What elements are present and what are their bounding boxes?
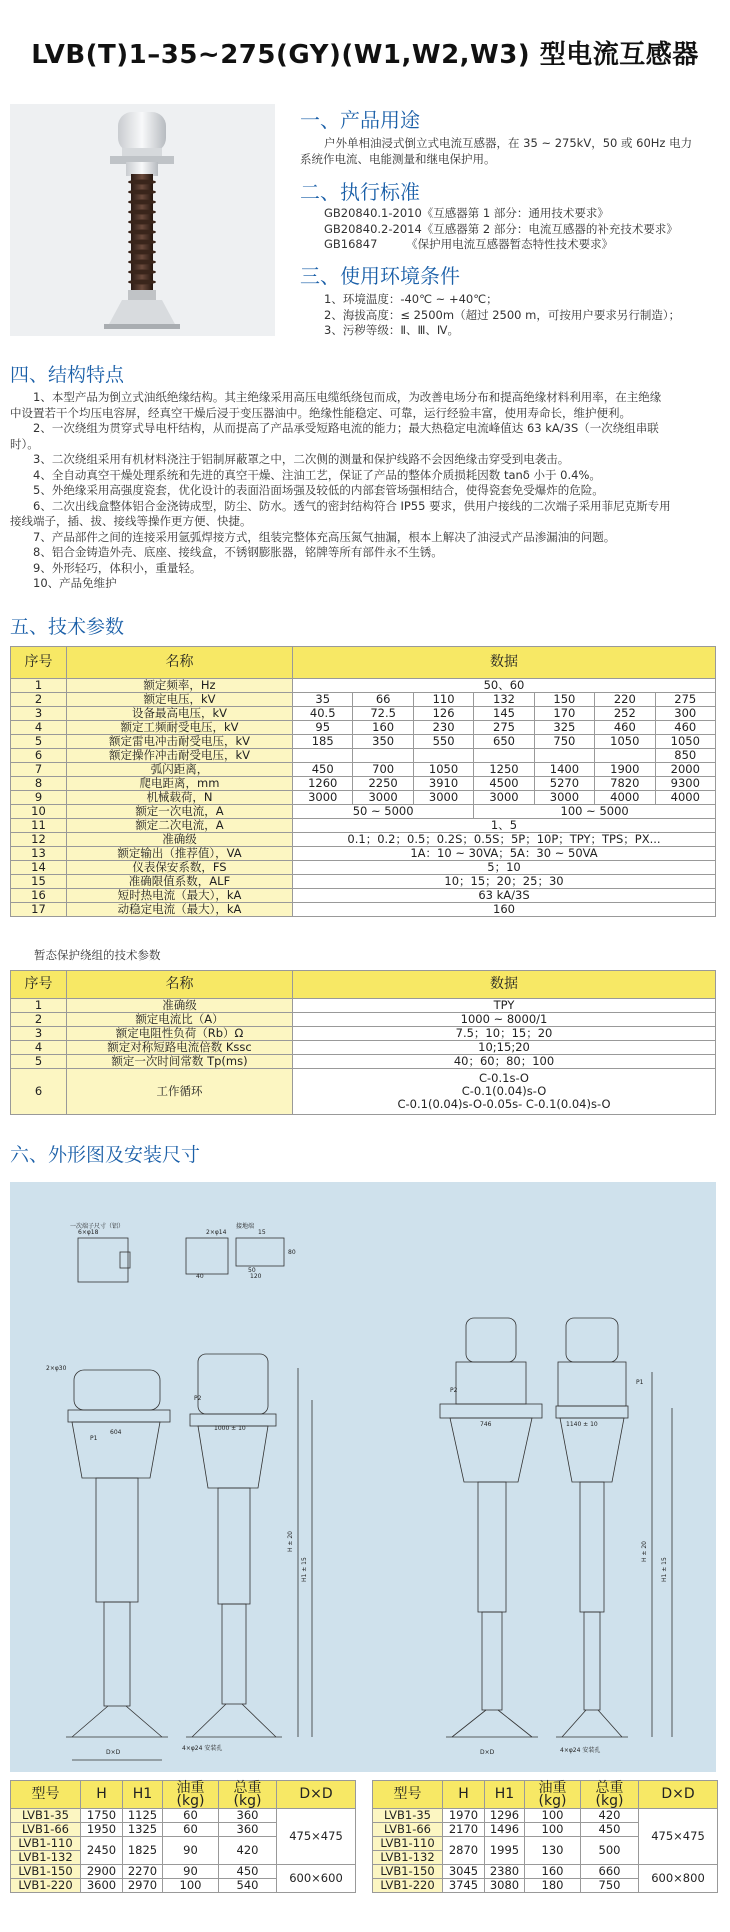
drawing-label: 40 — [196, 1273, 204, 1280]
table-cell: 460 — [655, 721, 715, 735]
table-row — [11, 749, 716, 763]
table-cell: 3000 — [534, 791, 594, 805]
table-cell: 2270 — [123, 1865, 163, 1879]
table-cell: 66 — [353, 693, 413, 707]
table-cell: 设备最高电压，kV — [67, 707, 293, 721]
drawing-label: P1 — [636, 1379, 644, 1386]
structure-line: 5、外绝缘采用高强度瓷套，优化设计的表面沿面场强及较低的内部套管场强相结合，使得瓷套免受爆炸的危险。 — [10, 483, 604, 497]
table-cell: 弧闪距离， — [67, 763, 293, 777]
table-cell: 8 — [11, 777, 67, 791]
table-cell: 40.5 — [293, 707, 353, 721]
table-cell: 2380 — [485, 1865, 525, 1879]
table-cell: 220 — [595, 693, 655, 707]
dimension-table-left — [10, 1780, 356, 1893]
table-cell: 300 — [655, 707, 715, 721]
table-row — [11, 721, 716, 735]
section-heading-drawings: 六、外形图及安装尺寸 — [10, 1144, 201, 1166]
table-cell: 额定操作冲击耐受电压，kV — [67, 749, 293, 763]
cycle-line: C-0.1(0.04)s-O — [461, 1084, 547, 1098]
drawing-label: 2×φ14 — [206, 1229, 227, 1236]
table-cell: 475×475 — [639, 1809, 718, 1865]
table-row — [11, 1055, 716, 1069]
col-header-name: 名称 — [67, 971, 293, 999]
table-cell: 准确级 — [67, 833, 293, 847]
table-cell: LVB1-66 — [11, 1823, 81, 1837]
table-cell: 额定二次电流，A — [67, 819, 293, 833]
section-heading-structure: 四、结构特点 — [10, 364, 125, 386]
drawing-label: 6×φ18 — [78, 1229, 99, 1236]
table-cell: 短时热电流（最大），kA — [67, 889, 293, 903]
table-header-row — [11, 971, 716, 999]
table-cell: 660 — [581, 1865, 639, 1879]
table-cell: 540 — [219, 1879, 277, 1893]
table-cell: 40；60；80；100 — [293, 1055, 716, 1069]
table-cell: H — [81, 1781, 123, 1809]
table-row — [11, 889, 716, 903]
table-header-row — [373, 1781, 718, 1809]
table-row — [11, 763, 716, 777]
table-cell: 额定一次电流，A — [67, 805, 293, 819]
table-cell: 1325 — [123, 1823, 163, 1837]
table-cell: 准确限值系数，ALF — [67, 875, 293, 889]
product-photo — [10, 104, 275, 336]
table-cell: 3745 — [443, 1879, 485, 1893]
table-cell: H1 — [123, 1781, 163, 1809]
table-cell: 110 — [413, 693, 473, 707]
table-cell: 1950 — [81, 1823, 123, 1837]
table-cell: 72.5 — [353, 707, 413, 721]
col-header-data: 数据 — [293, 971, 716, 999]
table-cell: 额定工频耐受电压，kV — [67, 721, 293, 735]
drawing-label: 4×φ24 安装孔 — [560, 1747, 601, 1754]
table-cell: 850 — [655, 749, 715, 763]
table-cell: 1、5 — [293, 819, 716, 833]
table-row — [11, 833, 716, 847]
usage-text — [300, 136, 720, 167]
drawing-label: 4×φ24 安装孔 — [182, 1745, 223, 1752]
table-cell: 750 — [534, 735, 594, 749]
drawing-label: H1 ± 15 — [301, 1557, 308, 1582]
table-cell: 1A：10 ~ 30VA；5A：30 ~ 50VA — [293, 847, 716, 861]
table-cell: 180 — [525, 1879, 581, 1893]
section-heading-environment: 三、使用环境条件 — [300, 264, 460, 288]
table-cell: 1825 — [123, 1837, 163, 1865]
environment-list — [324, 292, 724, 339]
table-cell: 2870 — [443, 1837, 485, 1865]
table-row — [11, 847, 716, 861]
table-cell: LVB1-66 — [373, 1823, 443, 1837]
table-cell: 2450 — [81, 1837, 123, 1865]
table-row — [11, 1013, 716, 1027]
table-cell: 1000 ~ 8000/1 — [293, 1013, 716, 1027]
table-cell: 1296 — [485, 1809, 525, 1823]
drawing-label: H ± 20 — [287, 1531, 294, 1552]
table-cell: 17 — [11, 903, 67, 917]
table-cell: 额定输出（推荐值），VA — [67, 847, 293, 861]
standard-item: GB16847 《保护用电流互感器暂态特性技术要求》 — [324, 237, 614, 251]
env-item: 3、污秽等级：Ⅱ、Ⅲ、Ⅳ。 — [324, 323, 460, 337]
table-cell: LVB1-110 — [11, 1837, 81, 1851]
col-header-data: 数据 — [293, 647, 716, 679]
table-cell: 160 — [525, 1865, 581, 1879]
table-cell: 350 — [353, 735, 413, 749]
transient-table-caption: 暂态保护绕组的技术参数 — [34, 948, 161, 962]
drawing-label: D×D — [106, 1749, 121, 1756]
table-cell: 3000 — [474, 791, 534, 805]
table-row — [11, 861, 716, 875]
drawing-label: 80 — [288, 1249, 296, 1256]
table-row — [11, 1027, 716, 1041]
table-cell: 600×800 — [639, 1865, 718, 1893]
drawing-label: H1 ± 15 — [661, 1557, 668, 1582]
table-cell: 6 — [11, 749, 67, 763]
drawing-label: 50 — [248, 1267, 256, 1274]
structure-line: 2、一次绕组为贯穿式导电杆结构，从而提高了产品承受短路电流的能力；最大热稳定电流峰值达 63 kA/3S（一次绕组串联 — [10, 421, 659, 435]
col-header-no: 序号 — [11, 647, 67, 679]
table-cell: 100 — [525, 1809, 581, 1823]
table-cell: 3910 — [413, 777, 473, 791]
usage-line: 户外单相油浸式倒立式电流互感器，在 35 ~ 275kV，50 或 60Hz 电力 — [324, 136, 693, 150]
table-row — [11, 805, 716, 819]
table-cell: 油重 (kg) — [163, 1781, 219, 1809]
drawing-label: H ± 20 — [641, 1541, 648, 1562]
table-cell: 型号 — [373, 1781, 443, 1809]
table-cell: 1 — [11, 999, 67, 1013]
table-cell: 7 — [11, 763, 67, 777]
table-cell: 275 — [655, 693, 715, 707]
table-cell: 475×475 — [277, 1809, 356, 1865]
table-cell: 0.1；0.2；0.5；0.2S；0.5S；5P；10P；TPY；TPS；PX... — [293, 833, 716, 847]
standards-list — [324, 206, 724, 253]
table-cell: 1050 — [413, 763, 473, 777]
table-cell: 60 — [163, 1809, 219, 1823]
table-cell: D×D — [639, 1781, 718, 1809]
table-cell: 252 — [595, 707, 655, 721]
table-cell: 额定雷电冲击耐受电压，kV — [67, 735, 293, 749]
drawing-label: D×D — [480, 1749, 495, 1756]
table-cell: 9 — [11, 791, 67, 805]
structure-line: 9、外形轻巧，体积小，重量轻。 — [10, 560, 202, 575]
table-cell: LVB1-110 — [373, 1837, 443, 1851]
table-cell: 3 — [11, 707, 67, 721]
table-cell: 63 kA/3S — [293, 889, 716, 903]
table-cell: 60 — [163, 1823, 219, 1837]
table-cell: 700 — [353, 763, 413, 777]
table-cell: 325 — [534, 721, 594, 735]
table-cell: 2970 — [123, 1879, 163, 1893]
table-cell: 5270 — [534, 777, 594, 791]
table-cell: 准确级 — [67, 999, 293, 1013]
table-cell: TPY — [293, 999, 716, 1013]
table-cell: 3000 — [413, 791, 473, 805]
table-row — [373, 1809, 718, 1823]
drawing-label: 1140 ± 10 — [566, 1421, 598, 1428]
table-cell: 1400 — [534, 763, 594, 777]
table-cell: 2900 — [81, 1865, 123, 1879]
structure-line: 接线端子，插、拔、接线等操作更方便、快捷。 — [10, 514, 252, 528]
table-cell: LVB1-35 — [373, 1809, 443, 1823]
table-cell: 126 — [413, 707, 473, 721]
drawing-label: 1000 ± 10 — [214, 1425, 246, 1432]
table-cell: 11 — [11, 819, 67, 833]
table-cell: 4 — [11, 1041, 67, 1055]
drawing-label: 一次端子尺寸（铝） — [70, 1223, 125, 1230]
table-cell: 1125 — [123, 1809, 163, 1823]
table-cell: 10 — [11, 805, 67, 819]
structure-line: 6、二次出线盒整体铝合金浇铸成型，防尘、防水。透气的密封结构符合 IP55 要求，供用户接线的二次端子采用菲尼克斯专用 — [10, 498, 671, 513]
drawing-label: 15 — [258, 1229, 266, 1236]
table-cell: 7.5；10；15；20 — [293, 1027, 716, 1041]
table-cell: 500 — [581, 1837, 639, 1865]
table-cell: LVB1-150 — [11, 1865, 81, 1879]
cycle-line: C-0.1s-O — [479, 1071, 529, 1085]
table-cell: 2250 — [353, 777, 413, 791]
usage-line: 系统作电流、电能测量和继电保护用。 — [300, 151, 496, 166]
table-row — [11, 999, 716, 1013]
table-cell: D×D — [277, 1781, 356, 1809]
table-cell: 4500 — [474, 777, 534, 791]
table-cell: 12 — [11, 833, 67, 847]
table-cell: 爬电距离，mm — [67, 777, 293, 791]
table-row — [11, 1069, 716, 1115]
drawing-label: P1 — [90, 1435, 98, 1442]
table-cell: 机械载荷，N — [67, 791, 293, 805]
table-cell: 170 — [534, 707, 594, 721]
table-cell: H — [443, 1781, 485, 1809]
table-cell: 油重 (kg) — [525, 1781, 581, 1809]
table-cell: 50 ~ 5000 — [293, 805, 474, 819]
table-cell: 2170 — [443, 1823, 485, 1837]
table-cell: 额定电压，kV — [67, 693, 293, 707]
table-cell: 600×600 — [277, 1865, 356, 1893]
table-cell: 100 — [525, 1823, 581, 1837]
section-heading-standards: 二、执行标准 — [300, 180, 420, 204]
table-cell: 4 — [11, 721, 67, 735]
transformer-image — [10, 104, 275, 336]
table-cell: 3 — [11, 1027, 67, 1041]
drawing-label: 接地端 — [236, 1223, 255, 1230]
table-cell: 150 — [534, 693, 594, 707]
table-cell: 13 — [11, 847, 67, 861]
table-cell: 160 — [293, 903, 716, 917]
table-cell: 160 — [353, 721, 413, 735]
page-title: LVB(T)1–35~275(GY)(W1,W2,W3) 型电流互感器 — [31, 40, 699, 70]
table-cell: 工作循环 — [67, 1069, 293, 1115]
table-cell: 1900 — [595, 763, 655, 777]
table-cell: 95 — [293, 721, 353, 735]
table-cell: 16 — [11, 889, 67, 903]
table-cell: 1750 — [81, 1809, 123, 1823]
table-cell: 3000 — [353, 791, 413, 805]
table-cell: 15 — [11, 875, 67, 889]
table-cell: 132 — [474, 693, 534, 707]
table-cell: 460 — [595, 721, 655, 735]
structure-line: 8、铝合金铸造外壳、底座、接线盒，不锈钢膨胀器，铭牌等所有部件永不生锈。 — [10, 545, 443, 559]
table-cell: LVB1-150 — [373, 1865, 443, 1879]
table-cell: 50、60 — [293, 679, 716, 693]
table-cell: 3080 — [485, 1879, 525, 1893]
table-cell: 450 — [293, 763, 353, 777]
table-cell: 动稳定电流（最大），kA — [67, 903, 293, 917]
table-cell: 3600 — [81, 1879, 123, 1893]
table-cell — [474, 749, 534, 763]
table-cell: 1 — [11, 679, 67, 693]
structure-line: 1、本型产品为倒立式油纸绝缘结构。其主绝缘采用高压电缆纸绕包而成，为改善电场分布和提高绝缘材料利用率，在主绝缘 — [10, 390, 662, 404]
standard-item: GB20840.2-2014《互感器第 2 部分：电流互感器的补充技术要求》 — [324, 221, 678, 236]
table-cell: 145 — [474, 707, 534, 721]
table-cell — [595, 749, 655, 763]
table-cell: 1050 — [595, 735, 655, 749]
table-cell: 1970 — [443, 1809, 485, 1823]
table-cell: 2000 — [655, 763, 715, 777]
table-cell: 360 — [219, 1823, 277, 1837]
table-row — [11, 735, 716, 749]
table-row — [373, 1865, 718, 1879]
table-cell: 420 — [581, 1809, 639, 1823]
table-cell: 100 ~ 5000 — [474, 805, 716, 819]
table-row — [11, 679, 716, 693]
table-cell — [534, 749, 594, 763]
table-cell: LVB1-132 — [373, 1851, 443, 1865]
outline-drawing — [10, 1182, 716, 1772]
table-cell: 550 — [413, 735, 473, 749]
table-cell: 2 — [11, 1013, 67, 1027]
table-row — [11, 1809, 356, 1823]
table-cell — [293, 749, 353, 763]
table-cell: 9300 — [655, 777, 715, 791]
standard-item: GB20840.1-2010《互感器第 1 部分：通用技术要求》 — [324, 206, 609, 220]
table-cell: 额定电流比（A） — [67, 1013, 293, 1027]
structure-text — [10, 390, 722, 592]
table-cell: 总重 (kg) — [581, 1781, 639, 1809]
table-cell: LVB1-132 — [11, 1851, 81, 1865]
table-row — [11, 903, 716, 917]
table-cell: 275 — [474, 721, 534, 735]
table-cell: 仪表保安系数，FS — [67, 861, 293, 875]
table-cell: 185 — [293, 735, 353, 749]
table-cell: LVB1-220 — [11, 1879, 81, 1893]
col-header-no: 序号 — [11, 971, 67, 999]
section-heading-usage: 一、产品用途 — [300, 108, 420, 132]
table-cell: H1 — [485, 1781, 525, 1809]
table-cell: LVB1-35 — [11, 1809, 81, 1823]
structure-line: 3、二次绕组采用有机材料浇注于铝制屏蔽罩之中，二次侧的测量和保护线路不会因绝缘击穿受到电袭击。 — [10, 452, 570, 466]
dimension-table-right — [372, 1780, 718, 1893]
cycle-line: C-0.1(0.04)s-O-0.05s- C-0.1(0.04)s-O — [397, 1097, 611, 1111]
drawing-label: P2 — [450, 1387, 458, 1394]
table-cell: 5 — [11, 735, 67, 749]
table-cell: 1250 — [474, 763, 534, 777]
table-cell: 1260 — [293, 777, 353, 791]
table-cell: 90 — [163, 1837, 219, 1865]
table-cell: 4000 — [655, 791, 715, 805]
table-row — [11, 1041, 716, 1055]
structure-line: 7、产品部件之间的连接采用氩弧焊接方式，组装完整体充高压氮气抽漏，根本上解决了油浸式产品渗漏油的问题。 — [10, 529, 616, 544]
col-header-name: 名称 — [67, 647, 293, 679]
table-cell: 650 — [474, 735, 534, 749]
table-cell: 7820 — [595, 777, 655, 791]
table-cell: 35 — [293, 693, 353, 707]
table-cell: 230 — [413, 721, 473, 735]
table-row — [11, 777, 716, 791]
spec-table — [10, 646, 716, 917]
table-row — [11, 707, 716, 721]
table-row — [11, 693, 716, 707]
table-cell: 型号 — [11, 1781, 81, 1809]
table-cell: 额定一次时间常数 Tp(ms) — [67, 1055, 293, 1069]
table-row — [11, 791, 716, 805]
drawing-label: 2×φ30 — [46, 1365, 67, 1372]
table-header-row — [11, 1781, 356, 1809]
table-cell: 420 — [219, 1837, 277, 1865]
table-cell: 3000 — [293, 791, 353, 805]
env-item: 2、海拔高度：≤ 2500m（超过 2500 m，可按用户要求另行制造）； — [324, 307, 681, 322]
drawing-label: P2 — [194, 1395, 202, 1402]
structure-line: 4、全自动真空干燥处理系统和先进的真空干燥、注油工艺，保证了产品的整体介质损耗因数 tanδ 小于 0.4%。 — [10, 467, 601, 482]
table-cell: 130 — [525, 1837, 581, 1865]
table-cell: 360 — [219, 1809, 277, 1823]
table-cell: 10;15;20 — [293, 1041, 716, 1055]
table-cell: 2 — [11, 693, 67, 707]
table-cell: LVB1-220 — [373, 1879, 443, 1893]
table-cell: 额定对称短路电流倍数 Kssc — [67, 1041, 293, 1055]
table-cell: 5 — [11, 1055, 67, 1069]
structure-line: 中设置若干个均压电容屏，经真空干燥后浸于变压器油中。绝缘性能稳定、可靠，运行经验丰富，使用寿命长，维护便利。 — [10, 405, 631, 420]
section-heading-specs: 五、技术参数 — [10, 616, 125, 638]
structure-line: 时）。 — [10, 436, 39, 451]
table-cell: 1995 — [485, 1837, 525, 1865]
table-header-row — [11, 647, 716, 679]
structure-line: 10、产品免维护 — [10, 576, 117, 590]
table-cell: 10；15；20；25；30 — [293, 875, 716, 889]
table-cell: 750 — [581, 1879, 639, 1893]
table-cell — [293, 1069, 716, 1115]
table-cell: 5；10 — [293, 861, 716, 875]
table-cell — [413, 749, 473, 763]
table-cell: 1496 — [485, 1823, 525, 1837]
drawing-label: 120 — [250, 1273, 262, 1280]
drawing-label: 746 — [480, 1421, 492, 1428]
table-cell: 100 — [163, 1879, 219, 1893]
drawing-label: 604 — [110, 1429, 122, 1436]
table-cell: 450 — [581, 1823, 639, 1837]
env-item: 1、环境温度：-40℃ ~ +40℃； — [324, 292, 498, 306]
table-row — [11, 875, 716, 889]
table-row — [11, 1865, 356, 1879]
table-cell: 4000 — [595, 791, 655, 805]
table-cell: 额定电阻性负荷（Rb）Ω — [67, 1027, 293, 1041]
table-cell: 14 — [11, 861, 67, 875]
table-cell: 6 — [11, 1069, 67, 1115]
table-cell: 总重 (kg) — [219, 1781, 277, 1809]
table-cell: 3045 — [443, 1865, 485, 1879]
table-row — [11, 819, 716, 833]
table-cell: 1050 — [655, 735, 715, 749]
table-cell — [353, 749, 413, 763]
table-cell: 90 — [163, 1865, 219, 1879]
table-cell: 额定频率，Hz — [67, 679, 293, 693]
dimension-drawing — [10, 1182, 716, 1772]
transient-spec-table — [10, 970, 716, 1115]
table-cell: 450 — [219, 1865, 277, 1879]
